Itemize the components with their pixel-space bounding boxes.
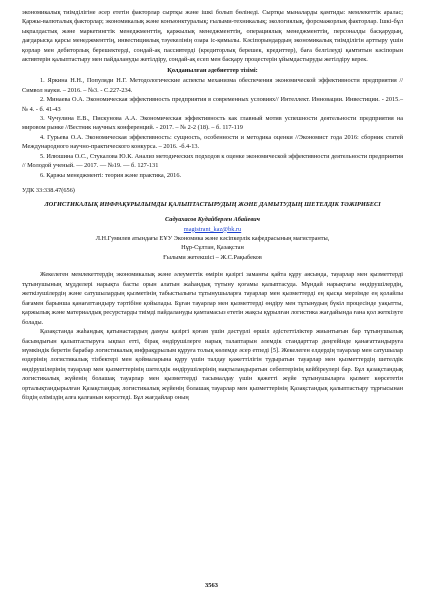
udc-code: УДК 33:338.47(656) — [22, 187, 75, 195]
reference-item: 2. Минаева О.А. Экономическая эффективность предприятия в современных условиях// Интеллект. Инновации. Инвестиции. - 2015.– № 4. - б. 41-43 — [22, 96, 403, 113]
reference-item: 5. Илюшина О.С., Стукалова Ю.К. Анализ методических подходов к оценке экономической эффективности деятельности предприятия // Молодой ученый. — 2017. — №19. — б. 127-131 — [22, 152, 403, 170]
reference-item: 3. Чучулина Е.В., Пискунова А.А. Экономическая эффективность как главный мотив успешности деятельности предприятия на мировом рынке //Вестник научных конференций. - 2017. – № 2-2 (18). – б. 117-119 — [22, 114, 403, 132]
intro-paragraph: экономикалық тиімділігіне әсер ететін факторлар сыртқы және ішкі болып бөлінеді. Сыртқы мыналарды қамтиды: мемлекеттік аралас; Қаржы-валюталық факторлар; экономикалық және конъюнктуралық; ғылыми-техникалық; экологиялық, форсмажорлық факторлар. Ішкі-бұл ықпалдастық және маркетингтік менеджменттің, қаржылық менеджменттің, операциялық менеджменттің, персоналды басқарудың, дағдарысқа қарсы менеджменттің, инвестициялық тәуекелінің озара іс-қимылы. Кәсіпорындардың экономикалық тиімділігін арттыру үшін қорлар мен дебиторлық берешектерді, сондай-ақ пассивтерді (кредиторлық берешек, кредиттер), баға белгілеуді қамтитын кәсіпорын активтерін қалыптастыру мен пайдалануды жетілдіру, сондай-ақ есеп мен басқару процестерін ұйымдастыруды жетілдіру керек. — [22, 9, 403, 64]
reference-item: 6. Қаржы менеджменті: теория және практика, 2016. — [40, 171, 182, 179]
reference-item: 4. Гурьева О.А. Экономическая эффективность: сущность, особенности и методика оценки //Экономист года 2016: сборник статей Международного научно-практического конкурса. – 2016. -б.4-13. — [22, 133, 403, 151]
author-city: Нұр-Сұлтан, Қазақстан — [181, 244, 244, 252]
author-name: Садуахасов Кудайберген Абайевич — [165, 216, 260, 224]
reference-item: 1. Яркина Н.Н., Популяди Н.Г. Методологические аспекты механизма обеспечения экономической эффективности предприятия // Символ науки. – 2016. – №3. - С.227-234. — [22, 77, 403, 94]
author-email-link[interactable]: magistrant_kaz@bk.ru — [183, 225, 242, 233]
references-heading: Қолданылған әдебиеттер тізімі: — [167, 66, 258, 74]
article-body — [22, 270, 403, 402]
page-number: 3563 — [205, 582, 218, 589]
body-paragraph: Қазақстанда жаһандық қатынастардың дамуы қазіргі қоғам үшін дәстүрлі өршіл әдістеттіліктер жиынтығын бар тұтынушылық басымдығын қалыптастыруға ықпал етті, бірақ өндірушілерге нарық талаптарын әлемдік стандарттар деңгейінде қанағаттандыруға мүмкіндік беретін барабар логистикалық инфрақұрылым құруға толық көлемде әсер етпеді [5]. Жекелеген елдердің тауарлар мен сатушылар өздерінің логистикалық тізбектері мен қоймаларына құру үшін талдау қажеттілігін тудыратын тауарлар мен қызметтердің шетелдік өндірушілерінің тауарлар мен қызметтерінің шетелдік өндірушілерінің нақтыландыратын себептерінің кейбіреулері бар. Бұл қазақстандық логистикалық жүйенің болашақ тауарлар мен қызметтерді тасымалдау үшін қажетті жүйе тұтынушыларға қызмет көрсететін орталықтандырылған Қазақстандық логистикалық жүйенің болашақ тауарлар мен қызметтерінің Қазақстандық қалыптастыру тұрғысынан біздің еліміздің алға қалғанын көрсетеді. Бұл жағдайлар оның — [22, 328, 403, 402]
body-paragraph: Жекелеген мемлекеттердің экономикалық және әлеуметтік өмірін қазіргі заманғы қайта құру аясында, тауарлар мен қызметтерді тұтынушының мүдделері нарықта басты орын алатын жаһандық түтыну қоғамы қалыптасуда. Мұндай нарықтағы өндірушілердің, жеткізушілердің және сатушылардың қызметінің табыстылығы тұтынушыларға тауарлар мен қызметтерді ең қысқа мерзімде ең қолайлы бағамен барынша қанағаттандыру тәртібіне қойылады. Бұған тауарлар мен қызметтерді өндіру мен тұтынудың бүкіл процесінде уақытты, қаржылық және материалдық ресурстарды тиімді пайдалануды қамтамасыз ететін жақсы құрылған логистика жағдайында ғана қол жеткізуге болады. — [22, 271, 403, 326]
article-title: ЛОГИСТИКАЛЫҚ ИНФРАҚҰРЫЛЫМДЫ ҚАЛЫПТАСТЫРУДЫҢ ЖӘНЕ ДАМЫТУДЫҢ ШЕТЕЛДІК ТӘЖІРИБЕСІ — [44, 200, 381, 208]
supervisor: Ғылыми жетекшісі – Ж.С.Рақыбеков — [163, 253, 262, 261]
paper-page — [22, 8, 403, 403]
author-affiliation: Л.Н.Гумилев атындағы ЕҰУ Экономика және кәсіпкерлік кафедрасының магистранты, — [95, 234, 330, 242]
references-list — [22, 76, 403, 180]
